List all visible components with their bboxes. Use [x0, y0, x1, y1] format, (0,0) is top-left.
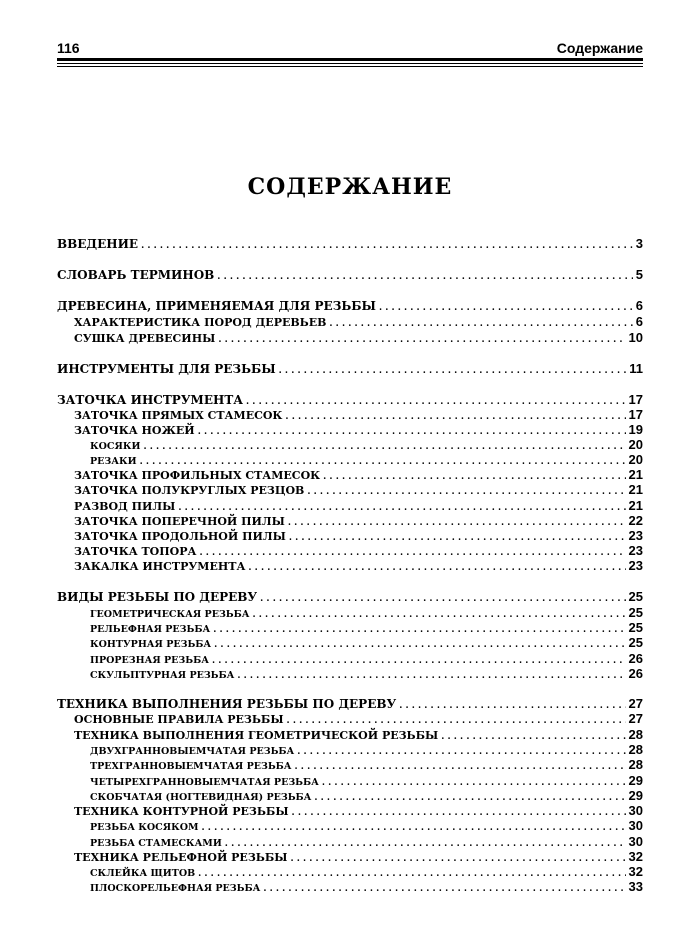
toc-entry-title: ЗАТОЧКА ПРОФИЛЬНЫХ СТАМЕСОК: [74, 469, 321, 482]
toc-entry-page: 27: [628, 711, 643, 726]
toc-leader-dots: [287, 716, 626, 726]
toc-entry-page: 23: [628, 558, 643, 573]
toc-entry-page: 28: [628, 757, 643, 772]
toc-entry[interactable]: [57, 437, 643, 453]
toc-leader-dots: [263, 884, 625, 894]
toc-entry-title: ЗАТОЧКА ТОПОРА: [74, 545, 197, 558]
toc-entry-page: 6: [635, 298, 643, 313]
toc-entry-title: ДРЕВЕСИНА, ПРИМЕНЯЕМАЯ ДЛЯ РЕЗЬБЫ: [57, 299, 376, 313]
toc-entry-page: 26: [628, 651, 643, 666]
toc-entry-title: КОНТУРНАЯ РЕЗЬБА: [90, 639, 212, 650]
toc-leader-dots: [399, 701, 625, 711]
toc-leader-dots: [288, 518, 626, 528]
toc-leader-dots: [141, 241, 633, 251]
toc-entry-title: ТРЕХГРАННОВЫЕМЧАТАЯ РЕЗЬБА: [90, 761, 292, 772]
toc-entry[interactable]: [57, 696, 643, 712]
toc-entry-title: ГЕОМЕТРИЧЕСКАЯ РЕЗЬБА: [90, 609, 250, 620]
toc-entry-title: СКОБЧАТАЯ (НОГТЕВИДНАЯ) РЕЗЬБА: [90, 792, 312, 803]
toc-entry-title: ЗАКАЛКА ИНСТРУМЕНТА: [74, 560, 246, 573]
toc-entry[interactable]: [57, 589, 643, 605]
toc-leader-dots: [323, 472, 625, 482]
toc-entry[interactable]: [57, 330, 643, 346]
toc-leader-dots: [140, 457, 626, 467]
toc-entry-page: 28: [628, 727, 643, 742]
toc-entry-title: ДВУХГРАННОВЫЕМЧАТАЯ РЕЗЬБА: [90, 746, 295, 757]
toc-entry[interactable]: [57, 727, 643, 743]
toc-entry-page: 30: [628, 818, 643, 833]
toc-entry-title: ТЕХНИКА ВЫПОЛНЕНИЯ РЕЗЬБЫ ПО ДЕРЕВУ: [57, 697, 397, 711]
toc-entry-page: 21: [628, 498, 643, 513]
toc-entry[interactable]: [57, 849, 643, 865]
toc-leader-dots: [292, 808, 626, 818]
running-header: [57, 40, 643, 56]
toc-entry-title: ЗАТОЧКА ПРЯМЫХ СТАМЕСОК: [74, 409, 283, 422]
toc-entry[interactable]: [57, 543, 643, 559]
toc-entry-page: 27: [628, 696, 643, 711]
toc-leader-dots: [225, 839, 626, 849]
toc-entry-title: КОСЯКИ: [90, 441, 141, 452]
toc-entry-page: 32: [628, 849, 643, 864]
running-section-title: Содержание: [556, 40, 643, 56]
header-rule-thin: [57, 63, 643, 64]
toc-leader-dots: [143, 442, 625, 452]
toc-entry[interactable]: [57, 482, 643, 498]
toc-entry[interactable]: [57, 452, 643, 468]
toc-entry-title: СКЛЕЙКА ЩИТОВ: [90, 868, 196, 879]
toc-entry[interactable]: [57, 666, 643, 682]
toc-entry[interactable]: [57, 361, 643, 377]
toc-leader-dots: [295, 762, 626, 772]
toc-leader-dots: [285, 412, 625, 422]
toc-entry-page: 10: [628, 330, 643, 345]
toc-leader-dots: [218, 335, 625, 345]
toc-entry-page: 26: [628, 666, 643, 681]
toc-entry-title: СУШКА ДРЕВЕСИНЫ: [74, 332, 216, 345]
toc-entry[interactable]: [57, 742, 643, 758]
toc-entry[interactable]: [57, 498, 643, 514]
toc-leader-dots: [322, 778, 626, 788]
toc-entry-page: 25: [628, 605, 643, 620]
header-rule-thin-2: [57, 66, 643, 67]
toc-entry-title: ЗАТОЧКА ПРОДОЛЬНОЙ ПИЛЫ: [74, 530, 286, 543]
toc-entry-page: 17: [628, 392, 643, 407]
toc-entry-title: ТЕХНИКА ВЫПОЛНЕНИЯ ГЕОМЕТРИЧЕСКОЙ РЕЗЬБЫ: [74, 729, 439, 742]
toc-entry[interactable]: [57, 773, 643, 789]
toc-entry-page: 21: [628, 467, 643, 482]
toc-entry[interactable]: [57, 864, 643, 880]
toc-entry-page: 30: [628, 834, 643, 849]
toc-entry-title: ИНСТРУМЕНТЫ ДЛЯ РЕЗЬБЫ: [57, 362, 276, 376]
toc-entry[interactable]: [57, 711, 643, 727]
toc-leader-dots: [198, 869, 625, 879]
toc-entry[interactable]: [57, 236, 643, 252]
toc-entry-title: ТЕХНИКА КОНТУРНОЙ РЕЗЬБЫ: [74, 805, 289, 818]
toc-leader-dots: [441, 732, 625, 742]
toc-entry-page: 33: [628, 879, 643, 894]
toc-leader-dots: [253, 610, 626, 620]
toc-entry-page: 29: [628, 788, 643, 803]
toc-entry-title: ПРОРЕЗНАЯ РЕЗЬБА: [90, 655, 209, 666]
toc-entry-page: 21: [628, 482, 643, 497]
toc-entry-page: 25: [628, 620, 643, 635]
toc-leader-dots: [213, 625, 625, 635]
toc-entry[interactable]: [57, 605, 643, 621]
toc-entry-title: СКУЛЬПТУРНАЯ РЕЗЬБА: [90, 670, 235, 681]
toc-entry[interactable]: [57, 757, 643, 773]
toc-entry[interactable]: [57, 620, 643, 636]
toc-entry-page: 11: [629, 361, 643, 376]
toc-leader-dots: [178, 503, 625, 513]
toc-entry[interactable]: [57, 298, 643, 314]
toc-leader-dots: [212, 656, 626, 666]
toc-entry-page: 25: [628, 635, 643, 650]
toc-entry[interactable]: [57, 651, 643, 667]
toc-leader-dots: [237, 671, 625, 681]
toc-entry[interactable]: [57, 392, 643, 408]
toc-entry-title: РЕЗАКИ: [90, 456, 137, 467]
toc-entry[interactable]: [57, 467, 643, 483]
toc-entry-title: ХАРАКТЕРИСТИКА ПОРОД ДЕРЕВЬЕВ: [74, 316, 327, 329]
toc-leader-dots: [198, 427, 626, 437]
toc-entry-title: РАЗВОД ПИЛЫ: [74, 500, 176, 513]
toc-entry[interactable]: [57, 818, 643, 834]
toc-entry-page: 20: [628, 452, 643, 467]
toc-entry-title: ЗАТОЧКА ПОПЕРЕЧНОЙ ПИЛЫ: [74, 515, 285, 528]
toc-entry-page: 17: [628, 407, 643, 422]
toc-leader-dots: [307, 487, 625, 497]
toc-entry[interactable]: [57, 635, 643, 651]
toc-entry-title: ТЕХНИКА РЕЛЬЕФНОЙ РЕЗЬБЫ: [74, 851, 288, 864]
toc-entry-page: 5: [635, 267, 643, 282]
toc-leader-dots: [260, 594, 625, 604]
toc-entry-page: 22: [628, 513, 643, 528]
toc-entry-page: 3: [635, 236, 643, 251]
toc-entry-title: ЧЕТЫРЕХГРАННОВЫЕМЧАТАЯ РЕЗЬБА: [90, 777, 319, 788]
toc-entry-page: 30: [628, 803, 643, 818]
toc-leader-dots: [379, 303, 633, 313]
toc-entry-title: ЗАТОЧКА НОЖЕЙ: [74, 424, 195, 437]
toc-entry-title: РЕЛЬЕФНАЯ РЕЗЬБА: [90, 624, 211, 635]
toc-leader-dots: [297, 747, 625, 757]
toc-entry[interactable]: [57, 513, 643, 529]
toc-entry-title: РЕЗЬБА КОСЯКОМ: [90, 822, 199, 833]
toc-entry[interactable]: [57, 834, 643, 850]
toc-entry-page: 28: [628, 742, 643, 757]
toc-entry-page: 29: [628, 773, 643, 788]
toc-entry[interactable]: [57, 558, 643, 574]
toc-entry-page: 6: [635, 314, 643, 329]
toc-leader-dots: [214, 640, 625, 650]
toc-leader-dots: [329, 319, 632, 329]
toc-entry-title: ЗАТОЧКА ПОЛУКРУГЛЫХ РЕЗЦОВ: [74, 484, 305, 497]
toc-entry[interactable]: [57, 422, 643, 438]
toc-entry[interactable]: [57, 879, 643, 895]
toc-entry-title: ОСНОВНЫЕ ПРАВИЛА РЕЗЬБЫ: [74, 713, 284, 726]
toc-entry[interactable]: [57, 528, 643, 544]
toc-entry[interactable]: [57, 803, 643, 819]
toc-leader-dots: [199, 548, 625, 558]
toc-leader-dots: [246, 397, 626, 407]
toc-leader-dots: [289, 533, 626, 543]
toc-entry-title: ВВЕДЕНИЕ: [57, 237, 139, 251]
toc-entry[interactable]: [57, 407, 643, 423]
page-title: СОДЕРЖАНИЕ: [247, 174, 453, 200]
toc-entry-page: 23: [628, 528, 643, 543]
toc-entry[interactable]: [57, 267, 643, 283]
header-rule-thick: [57, 58, 643, 61]
toc-leader-dots: [314, 793, 625, 803]
page-number: 116: [57, 40, 80, 56]
toc-leader-dots: [202, 823, 626, 833]
toc-leader-dots: [279, 366, 627, 376]
toc-entry-page: 25: [628, 589, 643, 604]
toc-entry-title: ПЛОСКОРЕЛЬЕФНАЯ РЕЗЬБА: [90, 883, 261, 894]
toc-entry-page: 19: [628, 422, 643, 437]
toc-entry-page: 20: [628, 437, 643, 452]
toc-entry-page: 23: [628, 543, 643, 558]
toc-entry-title: ВИДЫ РЕЗЬБЫ ПО ДЕРЕВУ: [57, 590, 258, 604]
toc-entry-title: ЗАТОЧКА ИНСТРУМЕНТА: [57, 393, 244, 407]
toc-entry-title: СЛОВАРЬ ТЕРМИНОВ: [57, 268, 215, 282]
toc-entry-page: 32: [628, 864, 643, 879]
toc-entry-title: РЕЗЬБА СТАМЕСКАМИ: [90, 838, 222, 849]
toc-leader-dots: [248, 563, 625, 573]
toc-entry[interactable]: [57, 314, 643, 330]
toc-leader-dots: [217, 272, 632, 282]
toc-entry[interactable]: [57, 788, 643, 804]
toc-leader-dots: [290, 854, 625, 864]
